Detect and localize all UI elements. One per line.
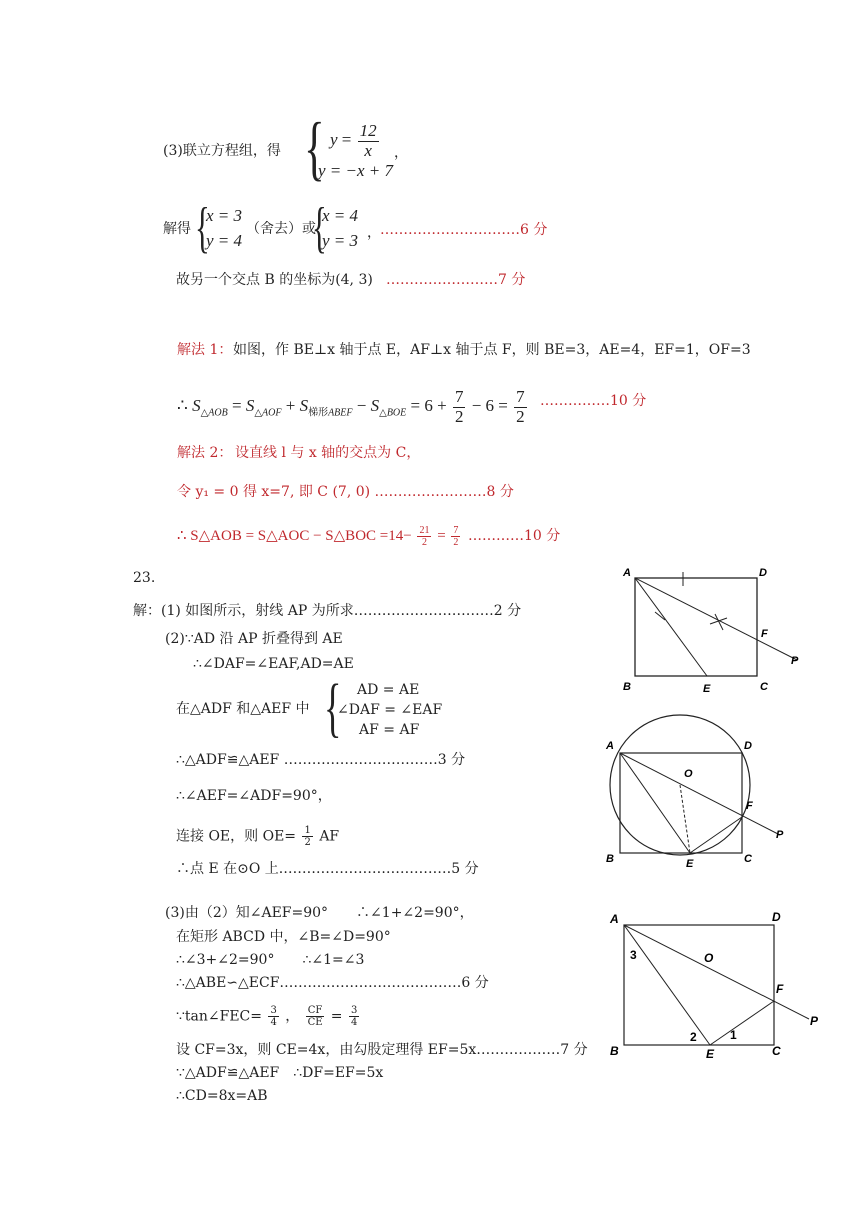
q23-s15: ∵△ADF≌△AEF ∴DF=EF=5x [176,1065,384,1081]
method1-score: ……………10 分 [540,393,647,409]
case-3: AF = AF [359,722,420,738]
method2-line2: 令 y₁ = 0 得 x=7, 即 C (7, 0) ……………………8 分 [177,484,514,500]
figure-1 [615,560,815,695]
q23-s3: ∴∠DAF=∠EAF,AD=AE [193,656,354,672]
coord-text: 故另一个交点 B 的坐标为(4, 3) [176,272,373,288]
q23-s12: ∴△ABE∽△ECF…………………………………6 分 [176,975,489,991]
eq2: y = −x + 7 [318,161,394,180]
fig2-label-f: F [746,800,753,812]
case-1: AD = AE [357,682,420,698]
q23-s10: 在矩形 ABCD 中，∠B=∠D=90° [176,929,391,945]
q23-s4-prefix: 在△ADF 和△AEF 中 [176,701,310,717]
sol2-brace: { [312,197,327,259]
eq1: y = $\frac{12}{x}$ [330,121,377,160]
sol1-brace: { [195,197,210,259]
fig1-label-d: D [759,567,767,579]
fig2-label-p: P [776,829,784,841]
fig3-label-f: F [776,982,784,996]
fig3-angle-3: 3 [630,948,637,962]
fig1-label-a: A [623,567,631,579]
fig2-label-a: A [606,740,614,752]
sol1-a: x = 3 [206,206,243,225]
fig2-rectangle [620,753,742,853]
q23-s9: (3)由（2）知∠AEF=90° ∴∠1+∠2=90°， [165,905,474,921]
fig1-ray-ap [635,578,797,660]
fig3-label-o: O [704,951,714,965]
fig2-label-c: C [744,853,752,865]
method1-formula: ∴ $S_{\triangle AOB} = S_{\triangle AOF} + S_{梯形ABEF} - S_{\triangle BOE} = 6$ + $\frac{7}{2}$ − 6 = $\frac{7}{2}$ [177,387,525,426]
q23-s14: 设 CF=3x，则 CE=4x，由勾股定理得 EF=5x………………7 分 [176,1042,588,1058]
method2-label: 解法 2： [177,445,233,461]
fig3-ray-ap [624,925,809,1019]
q23-s6: ∴∠AEF=∠ADF=90°， [176,788,332,804]
sol1-b: y = 4 [206,231,243,250]
fig2-line-ef [690,817,742,853]
fig3-rectangle [624,925,774,1045]
fig3-label-a: A [610,912,619,926]
score-6: …………………………6 分 [380,222,548,238]
q23-s13: ∵tan∠FEC= $\frac{3}{4}$ ， $\frac{CF}{CE}$ = $\frac{3}{4}$ [176,1005,358,1028]
method2-score: …………10 分 [468,528,561,544]
fig3-angle-2: 2 [690,1030,697,1044]
fig2-label-o: O [684,768,693,780]
fig2-ray-ap [620,753,780,835]
fig3-line-ae [624,925,710,1045]
fig2-label-e: E [686,858,694,870]
fig2-label-d: D [744,740,752,752]
fig3-label-b: B [610,1044,619,1058]
fig2-line-ae [620,753,690,853]
fig1-label-p: P [791,655,799,667]
case-2: ∠DAF = ∠EAF [337,702,443,718]
method1-label: 解法 1： [177,342,233,358]
solve-label: 解得 [163,221,191,237]
q23-s8: ∴点 E 在⊙O 上.………………………………5 分 [176,861,479,877]
q23-s1: 解：(1) 如图所示，射线 AP 为所求…………………………2 分 [133,603,522,619]
q23-s11: ∴∠3+∠2=90° ∴∠1=∠3 [176,952,365,968]
fig2-line-oe [680,785,690,853]
q23-s5: ∴△ADF≌△AEF ……………………………3 分 [176,752,466,768]
part3-label: (3)联立方程组，得 [163,143,281,159]
fig1-label-b: B [623,681,631,693]
method2-text: 设直线 l 与 x 轴的交点为 C， [235,445,421,461]
eq-comma: ， [394,145,408,161]
fig3-line-ef [710,1001,774,1045]
sheqv-text: （舍去）或 [246,221,316,237]
q23-s2: (2)∵AD 沿 AP 折叠得到 AE [165,631,343,647]
fig3-label-p: P [810,1014,819,1028]
system-brace: { [304,108,325,188]
fig2-label-b: B [606,853,614,865]
fig1-line-ae [635,578,707,676]
fig3-angle-1: 1 [730,1028,737,1042]
fig1-label-f: F [761,628,768,640]
figure-3 [604,905,829,1060]
method1-text: 如图，作 BE⊥x 轴于点 E，AF⊥x 轴于点 F，则 BE=3，AE=4，EF=1，OF=3 [233,342,751,358]
figure-2 [598,705,798,880]
q23-number: 23. [133,570,156,586]
q23-s7: 连接 OE，则 OE= $\frac{1}{2}$ AF [176,825,340,848]
fig1-label-e: E [703,683,711,695]
method2-line3: ∴ S△AOB = S△AOC − S△BOC =14− $\frac{21}{2}$ = $\frac{7}{2}$ [177,525,459,548]
q23-s16: ∴CD=8x=AB [176,1088,268,1104]
fig3-label-c: C [772,1044,781,1058]
fig1-label-c: C [760,681,768,693]
sol2-a: x = 4 [322,206,359,225]
fig3-label-d: D [772,910,781,924]
fig3-label-e: E [706,1047,715,1060]
sol-comma: ， [367,225,381,241]
sol2-b: y = 3 [322,231,359,250]
score-7: ……………………7 分 [386,272,526,288]
cases-brace: { [324,671,342,744]
